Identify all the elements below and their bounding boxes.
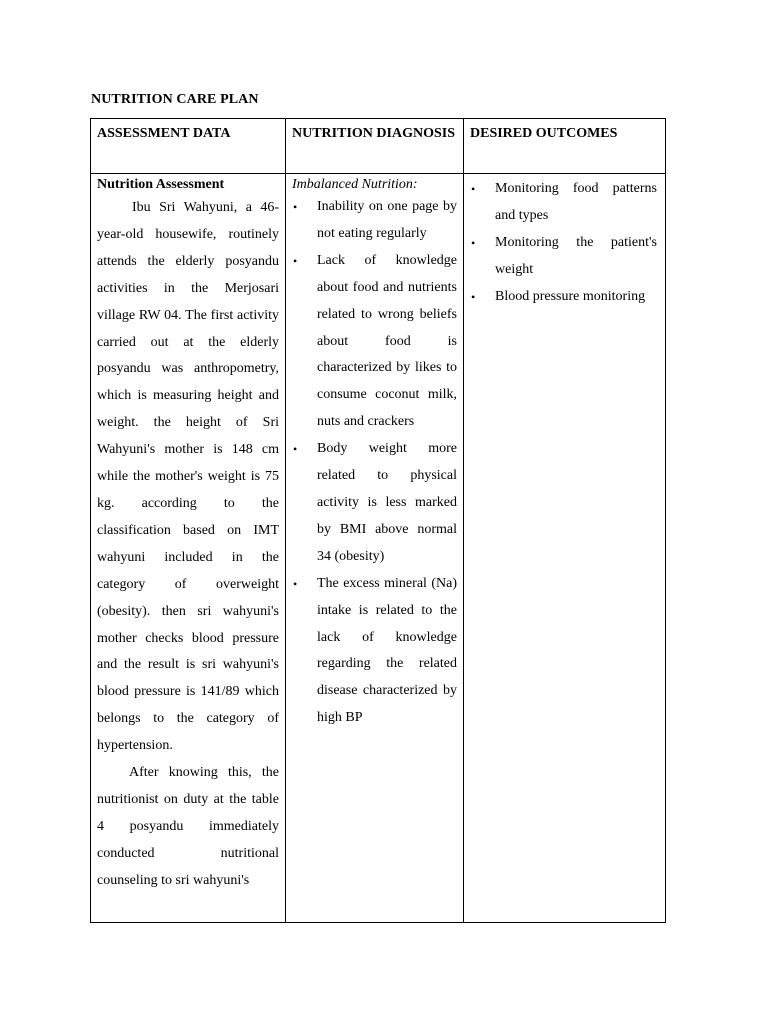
care-plan-table [90, 118, 666, 923]
bullet-icon: • [293, 576, 298, 591]
bullet-icon: • [471, 182, 476, 196]
bullet-icon: • [293, 253, 298, 268]
assessment-paragraph-1: Ibu Sri Wahyuni, a 46-year-old housewife, routinely attends the elderly posyandu activities in the Merjosari village RW 04. The first activity carried out at the elderly posyandu was anthropometry, which is measuring height and weight. the height of Sri Wahyuni's mother is 148 cm while the mother's weight is 75 kg. according to the classification based on IMT wahyuni included in the category of overweight (obesity). then sri wahyuni's mother checks blood pressure and the result is sri wahyuni's blood pressure is 141/89 which belongs to the category of hypertension. [97, 200, 279, 754]
header-diagnosis-label: NUTRITION DIAGNOSIS [292, 126, 455, 141]
header-desired-outcomes [464, 119, 666, 174]
header-assessment-label: ASSESSMENT DATA [97, 126, 231, 141]
table-header-row [91, 119, 666, 174]
header-assessment-data [91, 119, 286, 174]
diagnosis-item-text: The excess mineral (Na) intake is related to the lack of knowledge regarding the related disease characterized by high BP [317, 575, 457, 726]
outcome-item-text: Monitoring the patient's weight [495, 234, 657, 277]
bullet-icon: • [471, 289, 476, 304]
table-row [91, 174, 666, 923]
bullet-icon: • [293, 200, 298, 214]
header-outcomes-label: DESIRED OUTCOMES [470, 126, 618, 141]
list-item [469, 176, 657, 230]
list-item [291, 571, 457, 732]
list-item [291, 248, 457, 436]
list-item [469, 230, 657, 284]
diagnosis-cell [286, 174, 464, 923]
outcome-item-text: Monitoring food patterns and types [495, 181, 657, 223]
diagnosis-list [291, 194, 457, 732]
bullet-icon: • [471, 235, 476, 250]
bullet-icon: • [293, 442, 298, 457]
diagnosis-item-text: Lack of knowledge about food and nutrients related to wrong beliefs about food is characterized by likes to consume coconut milk, nuts and crackers [317, 252, 457, 430]
assessment-heading: Nutrition Assessment [97, 177, 225, 192]
assessment-paragraph-2: After knowing this, the nutritionist on duty at the table 4 posyandu immediately conducted nutritional counseling to sri wahyuni's [97, 765, 279, 888]
assessment-cell [91, 174, 286, 923]
page-title: NUTRITION CARE PLAN [91, 92, 259, 107]
diagnosis-item-text: Body weight more related to physical activity is less marked by BMI above normal 34 (obesity) [317, 441, 457, 564]
outcome-item-text: Blood pressure monitoring [495, 288, 646, 304]
diagnosis-heading: Imbalanced Nutrition: [292, 177, 418, 192]
list-item [469, 284, 657, 311]
list-item [291, 194, 457, 248]
header-nutrition-diagnosis [286, 119, 464, 174]
outcomes-list [469, 176, 657, 311]
outcomes-cell [464, 174, 666, 923]
list-item [291, 436, 457, 571]
diagnosis-item-text: Inability on one page by not eating regularly [317, 199, 457, 241]
